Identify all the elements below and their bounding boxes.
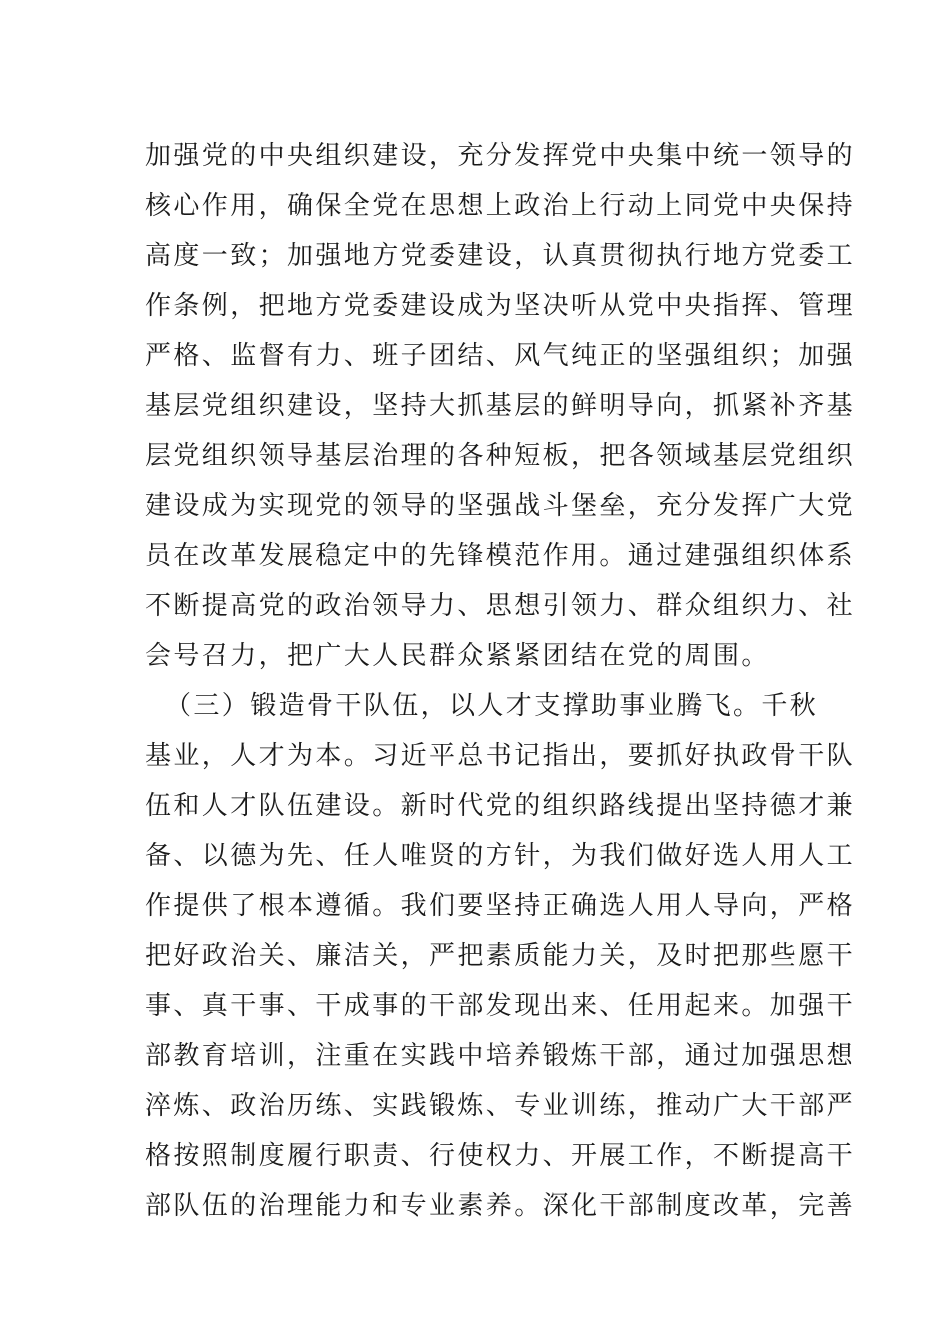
text-line: 不断提高党的政治领导力、思想引领力、群众组织力、社 bbox=[145, 591, 856, 621]
body-text bbox=[145, 131, 856, 1231]
text-line: 淬炼、政治历练、实践锻炼、专业训练，推动广大干部严 bbox=[145, 1091, 856, 1121]
text-line: 部教育培训，注重在实践中培养锻炼干部，通过加强思想 bbox=[145, 1041, 856, 1071]
text-line: 核心作用，确保全党在思想上政治上行动上同党中央保持 bbox=[145, 191, 856, 221]
text-line: 高度一致；加强地方党委建设，认真贯彻执行地方党委工 bbox=[145, 241, 856, 271]
text-line: 建设成为实现党的领导的坚强战斗堡垒，充分发挥广大党 bbox=[145, 491, 856, 521]
text-line: 伍和人才队伍建设。新时代党的组织路线提出坚持德才兼 bbox=[145, 791, 856, 821]
text-line: 作提供了根本遵循。我们要坚持正确选人用人导向，严格 bbox=[145, 891, 856, 921]
text-line: 格按照制度履行职责、行使权力、开展工作，不断提高干 bbox=[145, 1141, 856, 1171]
text-line: 层党组织领导基层治理的各种短板，把各领域基层党组织 bbox=[145, 441, 856, 471]
text-line: 基层党组织建设，坚持大抓基层的鲜明导向，抓紧补齐基 bbox=[145, 391, 856, 421]
text-line: 部队伍的治理能力和专业素养。深化干部制度改革，完善 bbox=[145, 1191, 856, 1221]
text-line-paragraph-end: 会号召力，把广大人民群众紧紧团结在党的周围。 bbox=[145, 641, 770, 671]
text-line: 作条例，把地方党委建设成为坚决听从党中央指挥、管理 bbox=[145, 291, 856, 321]
text-line: 基业，人才为本。习近平总书记指出，要抓好执政骨干队 bbox=[145, 741, 856, 771]
text-line: 员在改革发展稳定中的先锋模范作用。通过建强组织体系 bbox=[145, 541, 856, 571]
section-heading-line: （三）锻造骨干队伍，以人才支撑助事业腾飞。千秋 bbox=[165, 691, 819, 721]
text-line: 加强党的中央组织建设，充分发挥党中央集中统一领导的 bbox=[145, 141, 856, 171]
text-line: 备、以德为先、任人唯贤的方针，为我们做好选人用人工 bbox=[145, 841, 856, 871]
text-line: 严格、监督有力、班子团结、风气纯正的坚强组织；加强 bbox=[145, 341, 856, 371]
text-line: 把好政治关、廉洁关，严把素质能力关，及时把那些愿干 bbox=[145, 941, 856, 971]
text-line: 事、真干事、干成事的干部发现出来、任用起来。加强干 bbox=[145, 991, 856, 1021]
